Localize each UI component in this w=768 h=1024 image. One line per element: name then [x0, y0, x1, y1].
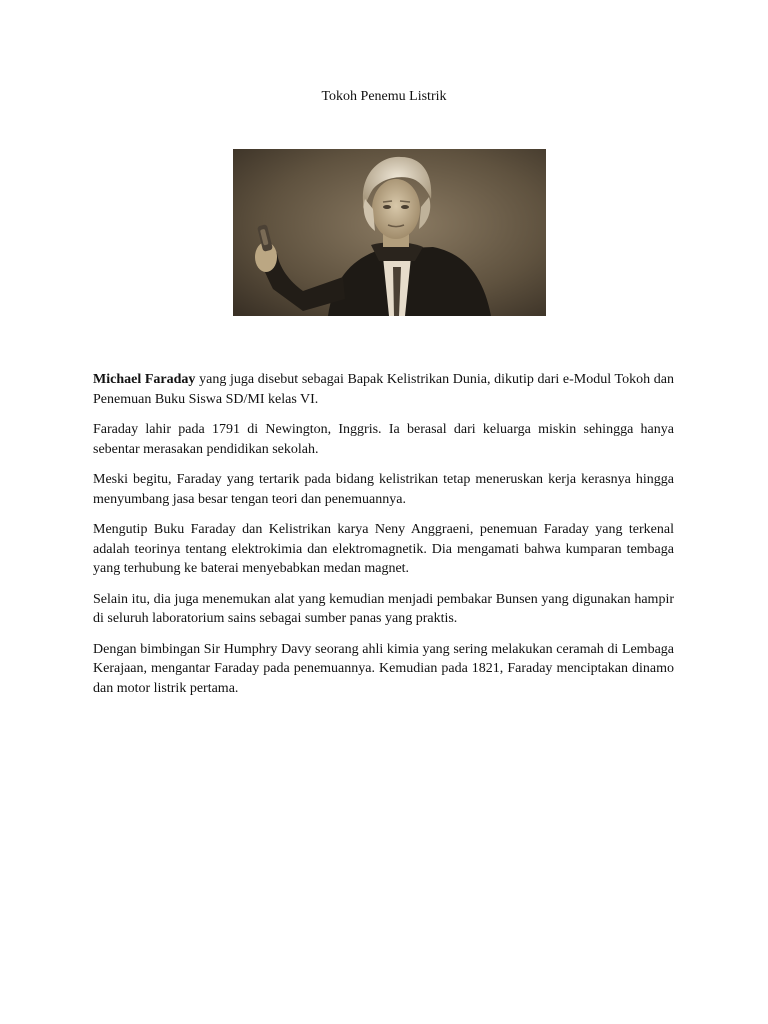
paragraph-6: Dengan bimbingan Sir Humphry Davy seorang ahli kimia yang sering melakukan ceramah di Lembaga Kerajaan, mengantar Faraday pada penemuannya. Kemudian pada 1821, Faraday menciptakan dinamo dan motor listrik pertama. [93, 641, 674, 696]
paragraph-2: Faraday lahir pada 1791 di Newington, Inggris. Ia berasal dari keluarga miskin sehingga hanya sebentar merasakan pendidikan sekolah. [93, 422, 674, 457]
paragraph-5: Selain itu, dia juga menemukan alat yang kemudian menjadi pembakar Bunsen yang digunakan hampir di seluruh laboratorium sains sebagai sumber panas yang praktis. [93, 591, 674, 626]
article-body [93, 370, 674, 709]
document-title: Tokoh Penemu Listrik [321, 89, 447, 104]
paragraph-3: Meski begitu, Faraday yang tertarik pada bidang kelistrikan tetap meneruskan kerja kerasnya hingga menyumbang jasa besar tengan teori dan penemuannya. [93, 472, 674, 507]
paragraph-1 [93, 370, 674, 409]
paragraph-lead-bold: Michael Faraday [93, 372, 196, 387]
paragraph-4: Mengutip Buku Faraday dan Kelistrikan karya Neny Anggraeni, penemuan Faraday yang terkenal adalah teorinya tentang elektrokimia dan elektromagnetik. Dia mengamati bahwa kumparan tembaga yang terhubung ke baterai menyebabkan medan magnet. [93, 522, 674, 576]
faraday-portrait-image [233, 149, 546, 316]
paragraph-text: yang juga disebut sebagai Bapak Kelistrikan Dunia, dikutip dari e-Modul Tokoh dan Penemuan Buku Siswa SD/MI kelas VI. [93, 372, 675, 407]
